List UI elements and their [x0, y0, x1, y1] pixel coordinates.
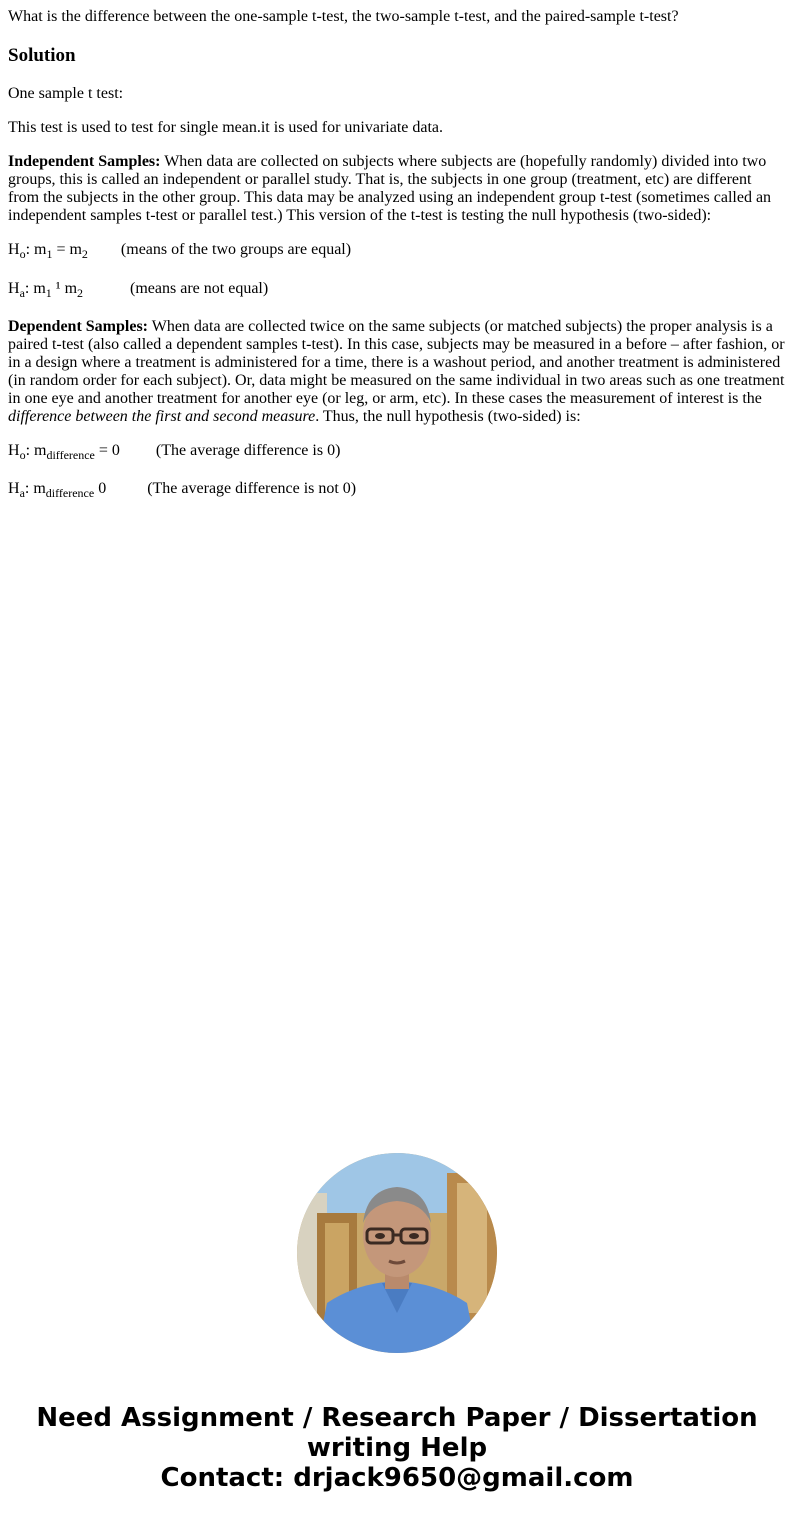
- dependent-alt-hypothesis: $H_a$: $m_{difference}$ 0 (The average difference is not 0): [8, 480, 357, 500]
- one-sample-text: This test is used to test for single mean.it is used for univariate data.: [8, 119, 444, 136]
- question-text: What is the difference between the one-sample t-test, the two-sample t-test, and the paired-sample t-test?: [8, 8, 679, 25]
- independent-null-note: (means of the two groups are equal): [120, 241, 352, 258]
- footer-line-1: Need Assignment / Research Paper / Dissertation: [36, 1403, 758, 1433]
- dependent-samples-italic: difference between the first and second measure: [8, 408, 316, 425]
- dependent-null-note: (The average difference is 0): [155, 442, 341, 459]
- footer-contact: [0, 1403, 794, 1493]
- solution-heading: Solution: [8, 45, 76, 66]
- dependent-samples-text-end: . Thus, the null hypothesis (two-sided) is:: [315, 408, 581, 425]
- dependent-null-hypothesis: $H_o$: $m_{difference} = 0$ (The average difference is 0): [8, 442, 341, 462]
- dependent-samples-text: When data are collected twice on the same subjects (or matched subjects) the proper analysis is a paired t-test (also called a dependent samples t-test). In this case, subjects may be measured in a before – after fashion, or in a design where a treatment is administered for a time, there is a washout period, and another treatment is administered (in random order for each subject). Or, data might be measured on the same individual in two areas such as one treatment in one eye and another treatment for another eye (or leg, or arm, etc). In these cases the measurement of interest is the: [8, 318, 785, 407]
- dependent-samples-label: Dependent Samples:: [8, 318, 149, 335]
- dependent-samples-paragraph: [8, 318, 786, 426]
- independent-samples-text: When data are collected on subjects where subjects are (hopefully randomly) divided into two groups, this is called an independent or parallel study. That is, the subjects in one group (treatment, etc) are different from the subjects in the other group. This data may be analyzed using an independent group t-test (sometimes called an independent samples t-test or parallel test.) This version of the t-test is testing the null hypothesis (two-sided):: [8, 153, 772, 224]
- independent-alt-hypothesis: $H_a$: $m_1$ ¹ $m_2$ (means are not equal): [8, 280, 269, 300]
- independent-samples-paragraph: [8, 153, 786, 225]
- independent-null-hypothesis: $H_o$: $m_1 = m_2$ (means of the two groups are equal): [8, 241, 352, 261]
- dependent-alt-note: (The average difference is not 0): [147, 480, 357, 497]
- footer-line-2: writing Help: [306, 1433, 488, 1463]
- one-sample-title: One sample t test:: [8, 85, 124, 102]
- independent-samples-label: Independent Samples:: [8, 153, 161, 170]
- person-photo-icon: [297, 1153, 497, 1353]
- independent-alt-note: (means are not equal): [130, 280, 269, 297]
- footer-line-3: Contact: drjack9650@gmail.com: [160, 1463, 634, 1493]
